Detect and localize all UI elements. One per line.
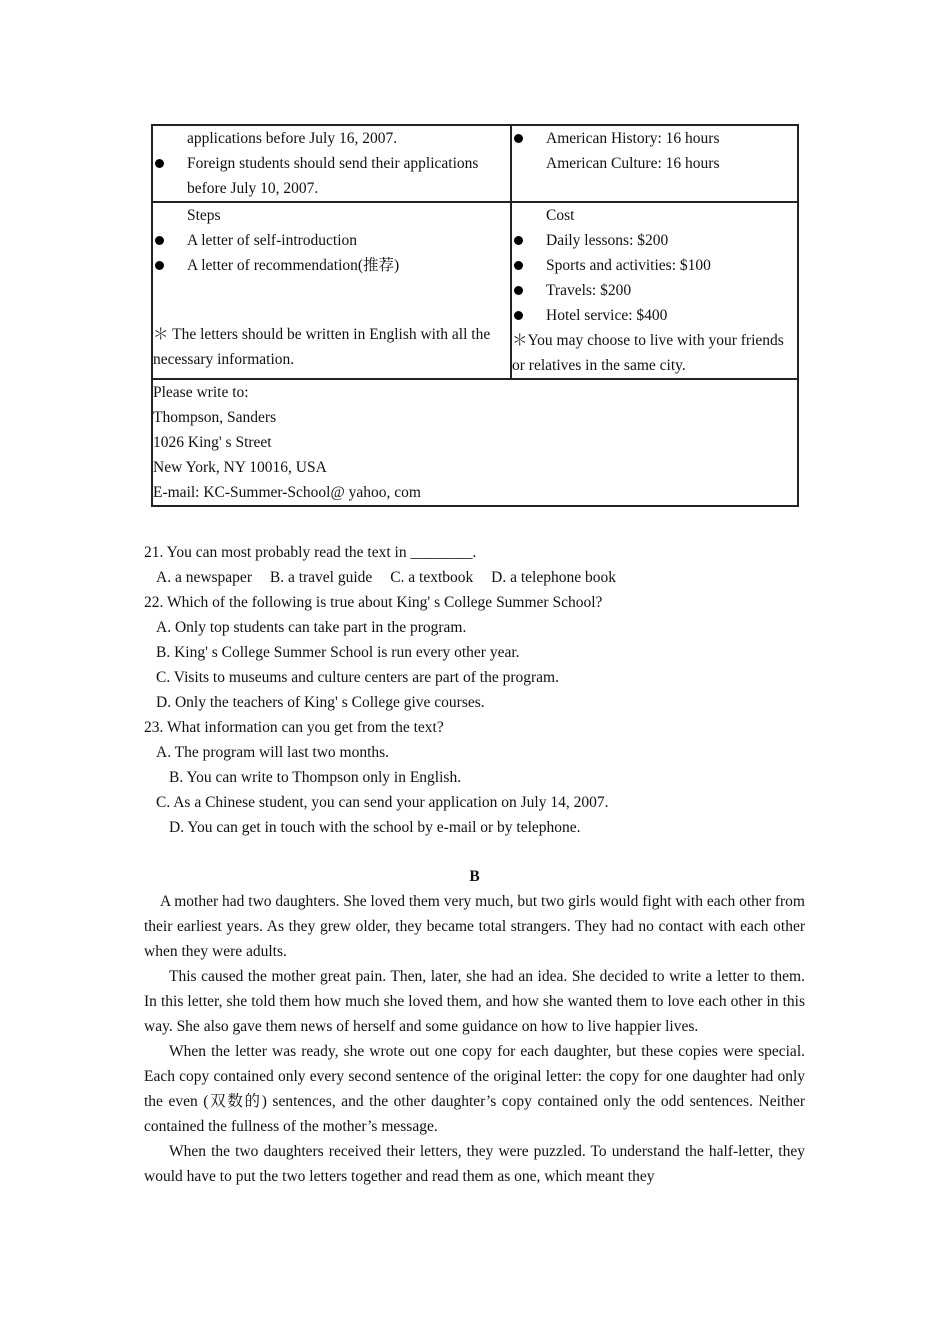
deadline-line-foreign: Foreign students should send their applications xyxy=(153,151,510,176)
cost-heading: Cost xyxy=(546,207,575,224)
courses-cell xyxy=(511,125,798,202)
cost-item: Sports and activities: $100 xyxy=(512,253,797,278)
steps-heading: Steps xyxy=(187,207,221,224)
passage-paragraph: When the two daughters received their letters, they were puzzled. To understand the half-letter, they would have to put the two letters together and read them as one, which meant they xyxy=(144,1143,805,1185)
passage-paragraph: This caused the mother great pain. Then, later, she had an idea. She decided to write a letter to them. In this letter, she told them how much she loved them, and how she wanted them to love each other in this way. She also gave them news of herself and some guidance on how to live happier lives. xyxy=(144,968,805,1035)
option: C. a textbook xyxy=(390,569,474,586)
contact-line: New York, NY 10016, USA xyxy=(153,459,327,476)
course-line: American Culture: 16 hours xyxy=(546,155,720,172)
option: A. The program will last two months. xyxy=(156,744,390,761)
steps-item: A letter of self-introduction xyxy=(153,228,510,253)
question-stem: 21. You can most probably read the text in ________. xyxy=(144,544,477,561)
steps-note: ＊ The letters should be written in English with all the necessary information. xyxy=(153,326,491,368)
question-options xyxy=(144,565,824,590)
table-row xyxy=(152,125,798,202)
contact-intro: Please write to: xyxy=(153,384,249,401)
option: D. a telephone book xyxy=(491,569,616,586)
steps-cell xyxy=(152,202,511,379)
contact-cell xyxy=(152,379,798,506)
option: B. You can write to Thompson only in English. xyxy=(169,769,462,786)
section-title: B xyxy=(469,868,480,885)
deadline-line: before July 10, 2007. xyxy=(187,180,319,197)
question-stem: 23. What information can you get from the text? xyxy=(144,719,444,736)
questions-block xyxy=(144,540,824,840)
question-stem: 22. Which of the following is true about King' s College Summer School? xyxy=(144,594,603,611)
option: C. As a Chinese student, you can send your application on July 14, 2007. xyxy=(156,794,609,811)
application-deadline-cell xyxy=(152,125,511,202)
summer-school-info-table xyxy=(151,124,799,507)
table-row xyxy=(152,202,798,379)
deadline-line: applications before July 16, 2007. xyxy=(187,130,398,147)
cost-note: ＊You may choose to live with your friends or relatives in the same city. xyxy=(512,332,784,374)
course-line: American History: 16 hours xyxy=(512,126,797,151)
table-row xyxy=(152,379,798,506)
option: D. You can get in touch with the school by e-mail or by telephone. xyxy=(169,819,581,836)
cost-cell xyxy=(511,202,798,379)
contact-line: Thompson, Sanders xyxy=(153,409,277,426)
option: B. King' s College Summer School is run every other year. xyxy=(156,644,520,661)
passage-paragraph: When the letter was ready, she wrote out one copy for each daughter, but these copies were special. Each copy contained only every second sentence of the original letter: the copy for one daughter had only the even (双数的) sentences, and the other daughter’s copy contained only the odd sentences. Neither contained the fullness of the mother’s message. xyxy=(144,1043,805,1135)
passage-b xyxy=(144,889,805,1189)
passage-paragraph: A mother had two daughters. She loved them very much, but two girls would fight with each other from their earliest years. As they grew older, they became total strangers. They had no contact with each other when they were adults. xyxy=(144,893,805,960)
cost-item: Travels: $200 xyxy=(512,278,797,303)
option: A. Only top students can take part in the program. xyxy=(156,619,467,636)
option: D. Only the teachers of King' s College give courses. xyxy=(156,694,485,711)
contact-email: E-mail: KC-Summer-School@ yahoo, com xyxy=(153,484,421,501)
option: B. a travel guide xyxy=(269,569,373,586)
cost-item: Hotel service: $400 xyxy=(512,303,797,328)
option: C. Visits to museums and culture centers are part of the program. xyxy=(156,669,559,686)
option: A. a newspaper xyxy=(156,569,252,586)
steps-item: A letter of recommendation(推荐) xyxy=(153,253,510,278)
cost-item: Daily lessons: $200 xyxy=(512,228,797,253)
contact-line: 1026 King' s Street xyxy=(153,434,272,451)
